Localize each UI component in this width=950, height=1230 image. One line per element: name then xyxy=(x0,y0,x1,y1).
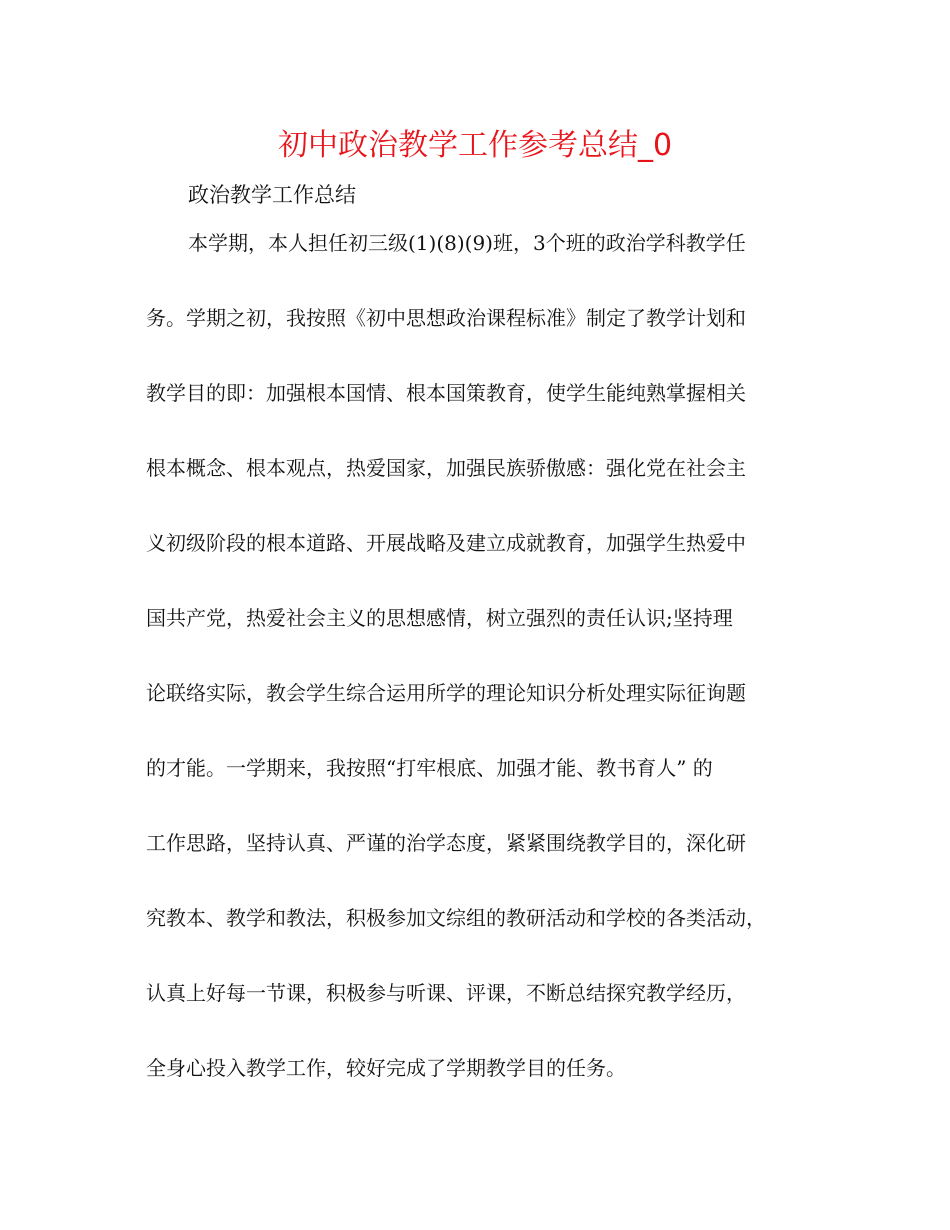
paragraph-line: 认真上好每一节课，积极参与听课、评课，不断总结探究教学经历， xyxy=(146,981,746,1005)
paragraph-line: 本学期，本人担任初三级(1)(8)(9)班，3个班的政治学科教学任 xyxy=(188,231,746,255)
paragraph-line: 务。学期之初，我按照《初中思想政治课程标准》制定了教学计划和 xyxy=(146,306,746,330)
document-title: 初中政治教学工作参考总结_0 xyxy=(277,128,673,163)
paragraph-line: 全身心投入教学工作，较好完成了学期教学目的任务。 xyxy=(146,1056,626,1080)
paragraph-line: 义初级阶段的根本道路、开展战略及建立成就教育，加强学生热爱中 xyxy=(146,531,746,555)
paragraph-line: 教学目的即：加强根本国情、根本国策教育，使学生能纯熟掌握相关 xyxy=(146,381,746,405)
paragraph-line: 国共产党，热爱社会主义的思想感情，树立强烈的责任认识;坚持理 xyxy=(146,606,733,630)
paragraph-line: 论联络实际，教会学生综合运用所学的理论知识分析处理实际征询题 xyxy=(146,681,746,705)
body-paragraph xyxy=(146,228,826,1128)
document-subtitle: 政治教学工作总结 xyxy=(188,183,356,207)
paragraph-line: 工作思路，坚持认真、严谨的治学态度，紧紧围绕教学目的，深化研 xyxy=(146,831,746,855)
paragraph-line: 究教本、教学和教法，积极参加文综组的教研活动和学校的各类活动， xyxy=(146,906,766,930)
paragraph-line: 的才能。一学期来，我按照“打牢根底、加强才能、教书育人” 的 xyxy=(146,756,713,780)
paragraph-line: 根本概念、根本观点，热爱国家，加强民族骄傲感：强化党在社会主 xyxy=(146,456,746,480)
